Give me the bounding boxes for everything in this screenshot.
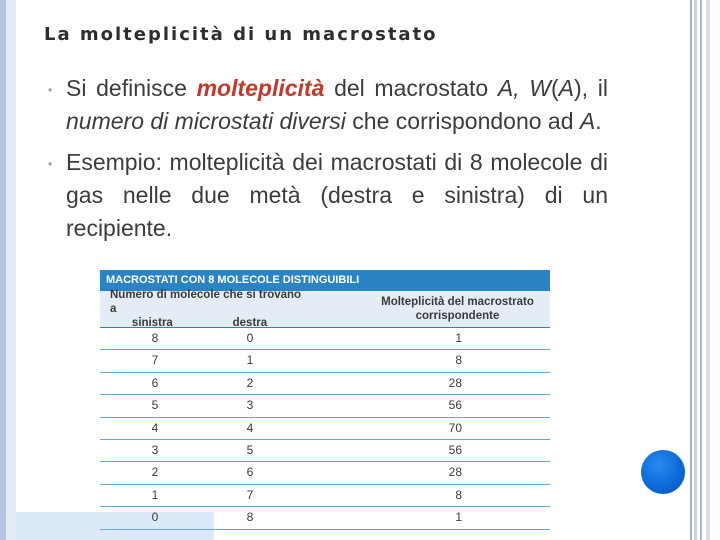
table-column-headers — [100, 291, 550, 328]
cell-multiplicity: 28 — [448, 375, 462, 390]
cell-left: 8 — [151, 331, 159, 345]
cell-left: 6 — [151, 375, 159, 390]
table-row — [100, 462, 550, 484]
slide-title: La molteplicità di un macrostato — [44, 24, 438, 45]
header-right: destra — [232, 317, 268, 329]
cell-multiplicity: 8 — [455, 487, 462, 502]
cell-multiplicity: 56 — [448, 398, 462, 413]
table-row — [100, 373, 550, 395]
header-molecules: Numero di molecole che si trovano a sinistra destra — [100, 288, 305, 330]
bullet-dot-icon: • — [48, 157, 53, 171]
cell-right: 0 — [246, 331, 254, 345]
cell-left: 4 — [151, 420, 159, 435]
table-caption: MACROSTATI CON 8 MOLECOLE DISTINGUIBILI — [100, 270, 550, 291]
table-row — [100, 440, 550, 462]
bullet-dot-icon: • — [48, 83, 53, 97]
cell-left: 2 — [151, 465, 159, 480]
header-left: sinistra — [131, 317, 173, 329]
cell-right: 8 — [246, 510, 254, 525]
cell-left: 1 — [151, 487, 159, 502]
cell-multiplicity: 1 — [455, 510, 462, 525]
bullet-list — [48, 72, 608, 253]
left-frame-decoration — [0, 0, 16, 540]
header-multiplicity: Molteplicità del macrostrato corrispondente — [381, 296, 534, 322]
highlight-term: molteplicità — [196, 75, 325, 101]
cell-right: 7 — [246, 487, 254, 502]
cell-multiplicity: 8 — [455, 353, 462, 368]
cell-left: 5 — [151, 398, 159, 413]
cell-multiplicity: 56 — [448, 442, 462, 457]
right-stripes-decoration — [688, 0, 720, 540]
table-row — [100, 395, 550, 417]
cell-right: 5 — [246, 442, 254, 457]
cell-right: 3 — [246, 398, 254, 413]
cell-right: 4 — [246, 420, 254, 435]
cell-left: 7 — [151, 353, 159, 368]
cell-multiplicity: 1 — [455, 331, 462, 345]
table-row — [100, 350, 550, 372]
cell-right: 2 — [246, 375, 254, 390]
bullet-example: • Esempio: molteplicità dei macrostati di 8 molecole di gas nelle due metà (destra e sinistra) di un recipiente. — [48, 149, 608, 241]
table-row — [100, 485, 550, 507]
italic-phrase: numero di microstati diversi — [66, 108, 346, 134]
cell-right: 6 — [246, 465, 254, 480]
cell-multiplicity: 70 — [448, 420, 462, 435]
table-row — [100, 507, 550, 529]
macrostates-table — [100, 270, 550, 530]
table-row — [100, 418, 550, 440]
blue-circle-decoration — [641, 450, 685, 494]
cell-right: 1 — [246, 353, 254, 368]
table-row — [100, 328, 550, 350]
bullet-definition: • Si definisce molteplicità del macrostato A, W(A), il numero di microstati diversi che corrispondono ad A. — [48, 75, 608, 134]
cell-left: 0 — [151, 510, 159, 525]
table-body — [100, 328, 550, 530]
cell-left: 3 — [151, 442, 159, 457]
cell-multiplicity: 28 — [448, 465, 462, 480]
